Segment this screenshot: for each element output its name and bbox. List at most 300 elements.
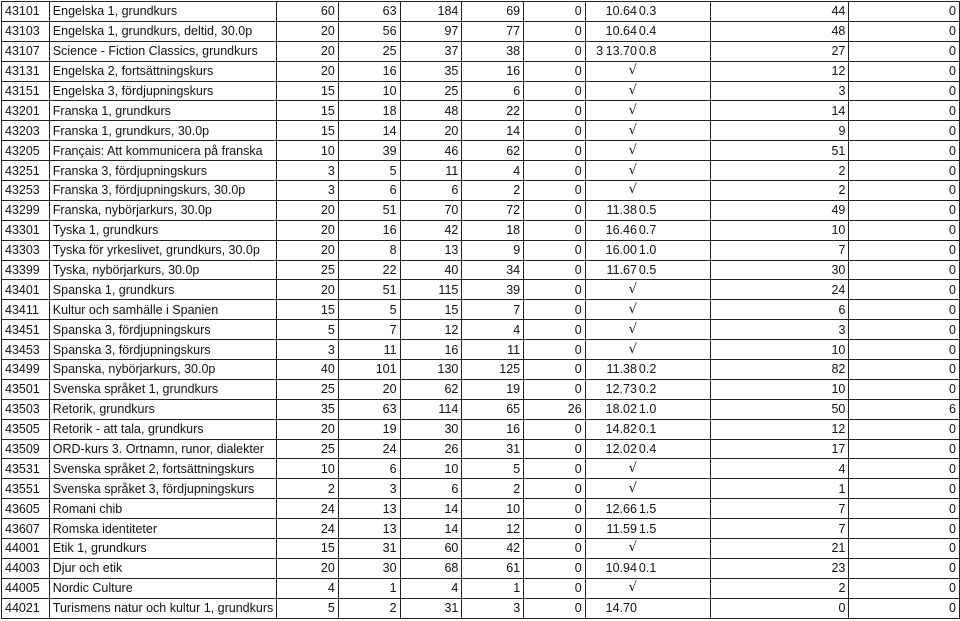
cell-value-b: 31 xyxy=(338,539,400,559)
cell-course-name: Svenska språket 1, grundkurs xyxy=(49,379,276,399)
cell-value-d: 2 xyxy=(462,181,524,201)
cell-value-e: 0 xyxy=(524,320,586,340)
cell-value-g: 1.5 xyxy=(638,519,710,539)
cell-value-h: 30 xyxy=(710,260,849,280)
cell-value-e: 0 xyxy=(524,141,586,161)
cell-value-g: 0.2 xyxy=(638,379,710,399)
cell-value-h: 50 xyxy=(710,399,849,419)
cell-value-a: 60 xyxy=(277,2,339,22)
cell-value-h: 7 xyxy=(710,499,849,519)
cell-value-d: 6 xyxy=(462,81,524,101)
cell-value-b: 2 xyxy=(338,598,400,618)
cell-value-e: 0 xyxy=(524,578,586,598)
cell-value-b: 22 xyxy=(338,260,400,280)
cell-course-name: Nordic Culture xyxy=(49,578,276,598)
cell-value-g xyxy=(638,320,710,340)
cell-value-f: 11.59 xyxy=(585,519,638,539)
cell-value-c: 12 xyxy=(400,320,462,340)
cell-course-code: 43201 xyxy=(2,101,50,121)
cell-course-name: Tyska 1, grundkurs xyxy=(49,220,276,240)
cell-value-g: 0.4 xyxy=(638,21,710,41)
cell-value-e: 0 xyxy=(524,598,586,618)
cell-value-e: 0 xyxy=(524,200,586,220)
cell-value-g: 1.0 xyxy=(638,240,710,260)
cell-course-name: Franska 3, fördjupningskurs, 30.0p xyxy=(49,181,276,201)
cell-value-b: 25 xyxy=(338,41,400,61)
cell-value-f: √ xyxy=(585,81,638,101)
cell-course-code: 43251 xyxy=(2,161,50,181)
cell-value-f: √ xyxy=(585,340,638,360)
cell-value-c: 10 xyxy=(400,459,462,479)
cell-value-d: 16 xyxy=(462,61,524,81)
cell-value-a: 15 xyxy=(277,539,339,559)
cell-value-c: 46 xyxy=(400,141,462,161)
cell-value-i: 0 xyxy=(849,379,960,399)
cell-value-c: 14 xyxy=(400,499,462,519)
cell-value-b: 16 xyxy=(338,220,400,240)
cell-value-f: 12.02 xyxy=(585,439,638,459)
cell-course-code: 43303 xyxy=(2,240,50,260)
cell-value-e: 0 xyxy=(524,41,586,61)
cell-value-e: 0 xyxy=(524,101,586,121)
cell-value-i: 0 xyxy=(849,2,960,22)
cell-value-e: 0 xyxy=(524,439,586,459)
cell-value-f: 16.00 xyxy=(585,240,638,260)
cell-value-f: √ xyxy=(585,181,638,201)
cell-value-h: 49 xyxy=(710,200,849,220)
cell-course-code: 43301 xyxy=(2,220,50,240)
cell-value-f: √ xyxy=(585,539,638,559)
cell-value-a: 20 xyxy=(277,280,339,300)
cell-value-c: 30 xyxy=(400,419,462,439)
cell-value-c: 6 xyxy=(400,479,462,499)
cell-value-a: 10 xyxy=(277,141,339,161)
cell-value-a: 3 xyxy=(277,340,339,360)
cell-value-i: 0 xyxy=(849,479,960,499)
cell-value-i: 0 xyxy=(849,61,960,81)
cell-value-a: 24 xyxy=(277,519,339,539)
table-row xyxy=(2,61,960,81)
cell-value-c: 4 xyxy=(400,578,462,598)
cell-course-name: Spanska 1, grundkurs xyxy=(49,280,276,300)
cell-value-d: 62 xyxy=(462,141,524,161)
cell-value-g: 0.7 xyxy=(638,220,710,240)
cell-value-h: 82 xyxy=(710,360,849,380)
cell-value-f: √ xyxy=(585,578,638,598)
cell-course-name: Franska 1, grundkurs, 30.0p xyxy=(49,121,276,141)
cell-value-a: 3 xyxy=(277,161,339,181)
cell-course-name: Svenska språket 3, fördjupningskurs xyxy=(49,479,276,499)
cell-value-d: 22 xyxy=(462,101,524,121)
cell-value-a: 20 xyxy=(277,220,339,240)
table-row xyxy=(2,2,960,22)
cell-value-i: 6 xyxy=(849,399,960,419)
cell-value-e: 0 xyxy=(524,539,586,559)
cell-value-d: 34 xyxy=(462,260,524,280)
cell-value-h: 51 xyxy=(710,141,849,161)
cell-course-code: 43451 xyxy=(2,320,50,340)
cell-value-g xyxy=(638,161,710,181)
cell-value-h: 17 xyxy=(710,439,849,459)
cell-value-f: √ xyxy=(585,141,638,161)
cell-value-h: 12 xyxy=(710,419,849,439)
cell-value-d: 61 xyxy=(462,558,524,578)
cell-value-d: 2 xyxy=(462,479,524,499)
cell-course-code: 43131 xyxy=(2,61,50,81)
cell-value-b: 7 xyxy=(338,320,400,340)
cell-value-d: 72 xyxy=(462,200,524,220)
cell-value-b: 8 xyxy=(338,240,400,260)
cell-value-h: 2 xyxy=(710,578,849,598)
cell-value-b: 101 xyxy=(338,360,400,380)
cell-value-c: 115 xyxy=(400,280,462,300)
cell-value-b: 13 xyxy=(338,519,400,539)
cell-value-b: 56 xyxy=(338,21,400,41)
cell-value-a: 25 xyxy=(277,260,339,280)
cell-value-i: 0 xyxy=(849,260,960,280)
cell-value-c: 37 xyxy=(400,41,462,61)
cell-value-c: 40 xyxy=(400,260,462,280)
cell-value-a: 20 xyxy=(277,419,339,439)
cell-value-g xyxy=(638,181,710,201)
cell-course-code: 43607 xyxy=(2,519,50,539)
cell-value-f: 12.66 xyxy=(585,499,638,519)
table-row xyxy=(2,41,960,61)
cell-value-h: 7 xyxy=(710,519,849,539)
cell-course-name: Engelska 3, fördjupningskurs xyxy=(49,81,276,101)
cell-course-name: Romani chib xyxy=(49,499,276,519)
cell-value-e: 0 xyxy=(524,419,586,439)
table-row xyxy=(2,499,960,519)
table-row xyxy=(2,81,960,101)
cell-value-b: 39 xyxy=(338,141,400,161)
table-row xyxy=(2,300,960,320)
cell-value-g: 0.4 xyxy=(638,439,710,459)
cell-value-d: 4 xyxy=(462,320,524,340)
cell-value-h: 6 xyxy=(710,300,849,320)
cell-value-c: 11 xyxy=(400,161,462,181)
cell-course-name: Engelska 1, grundkurs, deltid, 30.0p xyxy=(49,21,276,41)
cell-value-f: √ xyxy=(585,320,638,340)
cell-value-h: 23 xyxy=(710,558,849,578)
cell-value-a: 15 xyxy=(277,121,339,141)
cell-value-a: 20 xyxy=(277,41,339,61)
cell-value-e: 0 xyxy=(524,260,586,280)
cell-value-d: 16 xyxy=(462,419,524,439)
cell-value-a: 5 xyxy=(277,598,339,618)
cell-value-h: 9 xyxy=(710,121,849,141)
cell-course-name: Retorik - att tala, grundkurs xyxy=(49,419,276,439)
cell-course-code: 43411 xyxy=(2,300,50,320)
cell-course-code: 43499 xyxy=(2,360,50,380)
cell-course-code: 43299 xyxy=(2,200,50,220)
cell-value-c: 184 xyxy=(400,2,462,22)
cell-course-name: Franska 3, fördjupningskurs xyxy=(49,161,276,181)
cell-value-c: 25 xyxy=(400,81,462,101)
cell-value-i: 0 xyxy=(849,41,960,61)
cell-value-g xyxy=(638,479,710,499)
cell-value-i: 0 xyxy=(849,519,960,539)
cell-value-e: 0 xyxy=(524,81,586,101)
cell-value-e: 0 xyxy=(524,519,586,539)
cell-course-name: Djur och etik xyxy=(49,558,276,578)
cell-value-f: 10.94 xyxy=(585,558,638,578)
cell-value-f: 14.70 xyxy=(585,598,638,618)
cell-value-c: 48 xyxy=(400,101,462,121)
cell-value-i: 0 xyxy=(849,340,960,360)
cell-value-h: 1 xyxy=(710,479,849,499)
cell-value-b: 30 xyxy=(338,558,400,578)
cell-value-i: 0 xyxy=(849,539,960,559)
cell-course-code: 43605 xyxy=(2,499,50,519)
cell-value-b: 51 xyxy=(338,280,400,300)
cell-value-b: 6 xyxy=(338,181,400,201)
cell-value-f: 10.64 xyxy=(585,21,638,41)
table-row xyxy=(2,181,960,201)
cell-value-c: 35 xyxy=(400,61,462,81)
table-row xyxy=(2,161,960,181)
table-row xyxy=(2,200,960,220)
table-row xyxy=(2,240,960,260)
table-row xyxy=(2,379,960,399)
cell-value-a: 5 xyxy=(277,320,339,340)
cell-course-code: 43205 xyxy=(2,141,50,161)
cell-course-code: 43453 xyxy=(2,340,50,360)
cell-course-name: Svenska språket 2, fortsättningskurs xyxy=(49,459,276,479)
cell-value-h: 7 xyxy=(710,240,849,260)
cell-value-f: 12.73 xyxy=(585,379,638,399)
cell-value-i: 0 xyxy=(849,280,960,300)
cell-value-e: 0 xyxy=(524,21,586,41)
cell-value-d: 12 xyxy=(462,519,524,539)
cell-value-i: 0 xyxy=(849,200,960,220)
cell-value-a: 10 xyxy=(277,459,339,479)
cell-value-g xyxy=(638,300,710,320)
cell-value-d: 42 xyxy=(462,539,524,559)
cell-value-b: 5 xyxy=(338,161,400,181)
cell-value-c: 31 xyxy=(400,598,462,618)
cell-value-d: 7 xyxy=(462,300,524,320)
cell-value-i: 0 xyxy=(849,459,960,479)
cell-course-code: 43401 xyxy=(2,280,50,300)
cell-value-e: 0 xyxy=(524,181,586,201)
cell-value-h: 3 xyxy=(710,81,849,101)
cell-value-f: √ xyxy=(585,121,638,141)
cell-value-a: 25 xyxy=(277,379,339,399)
cell-value-e: 0 xyxy=(524,360,586,380)
cell-value-i: 0 xyxy=(849,101,960,121)
cell-value-g xyxy=(638,101,710,121)
cell-value-h: 24 xyxy=(710,280,849,300)
cell-value-c: 6 xyxy=(400,181,462,201)
cell-value-i: 0 xyxy=(849,598,960,618)
table-row xyxy=(2,320,960,340)
cell-value-d: 11 xyxy=(462,340,524,360)
cell-value-c: 130 xyxy=(400,360,462,380)
cell-course-code: 44003 xyxy=(2,558,50,578)
cell-value-g xyxy=(638,280,710,300)
cell-value-c: 14 xyxy=(400,519,462,539)
cell-value-a: 40 xyxy=(277,360,339,380)
cell-value-f: √ xyxy=(585,459,638,479)
cell-value-h: 21 xyxy=(710,539,849,559)
cell-value-c: 114 xyxy=(400,399,462,419)
cell-value-d: 69 xyxy=(462,2,524,22)
cell-value-g xyxy=(638,459,710,479)
cell-value-h: 3 xyxy=(710,320,849,340)
cell-value-g: 1.0 xyxy=(638,399,710,419)
cell-value-b: 20 xyxy=(338,379,400,399)
cell-value-e: 0 xyxy=(524,240,586,260)
cell-value-g: 0.2 xyxy=(638,360,710,380)
table-row xyxy=(2,121,960,141)
cell-value-b: 1 xyxy=(338,578,400,598)
cell-value-d: 5 xyxy=(462,459,524,479)
cell-course-name: Kultur och samhälle i Spanien xyxy=(49,300,276,320)
cell-value-h: 10 xyxy=(710,379,849,399)
cell-value-e: 0 xyxy=(524,340,586,360)
cell-value-b: 24 xyxy=(338,439,400,459)
cell-course-code: 43399 xyxy=(2,260,50,280)
cell-value-i: 0 xyxy=(849,558,960,578)
cell-value-i: 0 xyxy=(849,499,960,519)
cell-value-g xyxy=(638,598,710,618)
cell-value-e: 0 xyxy=(524,379,586,399)
cell-value-g xyxy=(638,61,710,81)
cell-course-name: Romska identiteter xyxy=(49,519,276,539)
cell-value-i: 0 xyxy=(849,161,960,181)
course-table xyxy=(1,1,960,619)
cell-value-g: 0.3 xyxy=(638,2,710,22)
table-row xyxy=(2,419,960,439)
cell-value-d: 1 xyxy=(462,578,524,598)
cell-course-code: 44001 xyxy=(2,539,50,559)
cell-course-name: Engelska 1, grundkurs xyxy=(49,2,276,22)
cell-value-e: 0 xyxy=(524,300,586,320)
cell-value-g: 1.5 xyxy=(638,499,710,519)
cell-value-b: 3 xyxy=(338,479,400,499)
cell-value-a: 35 xyxy=(277,399,339,419)
cell-value-c: 70 xyxy=(400,200,462,220)
cell-value-d: 4 xyxy=(462,161,524,181)
table-row xyxy=(2,360,960,380)
cell-value-i: 0 xyxy=(849,419,960,439)
table-row xyxy=(2,598,960,618)
cell-value-g xyxy=(638,141,710,161)
cell-value-g: 0.8 xyxy=(638,41,710,61)
cell-value-a: 20 xyxy=(277,240,339,260)
cell-value-e: 0 xyxy=(524,479,586,499)
cell-value-f: √ xyxy=(585,300,638,320)
cell-value-f: √ xyxy=(585,280,638,300)
cell-course-code: 43101 xyxy=(2,2,50,22)
cell-value-h: 2 xyxy=(710,181,849,201)
cell-value-i: 0 xyxy=(849,121,960,141)
cell-value-d: 65 xyxy=(462,399,524,419)
cell-value-d: 77 xyxy=(462,21,524,41)
cell-course-code: 43203 xyxy=(2,121,50,141)
cell-course-name: Turismens natur och kultur 1, grundkurs xyxy=(49,598,276,618)
cell-value-f: 11.38 xyxy=(585,200,638,220)
cell-course-code: 43509 xyxy=(2,439,50,459)
cell-value-e: 0 xyxy=(524,220,586,240)
cell-value-b: 10 xyxy=(338,81,400,101)
cell-value-a: 20 xyxy=(277,558,339,578)
cell-value-a: 3 xyxy=(277,181,339,201)
cell-value-h: 10 xyxy=(710,340,849,360)
cell-value-c: 42 xyxy=(400,220,462,240)
cell-value-a: 15 xyxy=(277,81,339,101)
cell-course-name: Spanska, nybörjarkurs, 30.0p xyxy=(49,360,276,380)
cell-course-name: Spanska 3, fördjupningskurs xyxy=(49,340,276,360)
cell-value-c: 26 xyxy=(400,439,462,459)
cell-value-h: 2 xyxy=(710,161,849,181)
cell-value-g: 0.1 xyxy=(638,419,710,439)
cell-value-f: 11.38 xyxy=(585,360,638,380)
table-row xyxy=(2,399,960,419)
cell-value-d: 38 xyxy=(462,41,524,61)
cell-value-a: 20 xyxy=(277,61,339,81)
cell-value-e: 0 xyxy=(524,558,586,578)
cell-course-name: Franska, nybörjarkurs, 30.0p xyxy=(49,200,276,220)
cell-value-h: 10 xyxy=(710,220,849,240)
cell-value-b: 5 xyxy=(338,300,400,320)
cell-value-b: 16 xyxy=(338,61,400,81)
cell-value-g xyxy=(638,81,710,101)
cell-value-a: 25 xyxy=(277,439,339,459)
cell-value-f: √ xyxy=(585,161,638,181)
cell-value-g: 0.5 xyxy=(638,260,710,280)
cell-value-e: 0 xyxy=(524,459,586,479)
cell-course-code: 43501 xyxy=(2,379,50,399)
cell-value-h: 44 xyxy=(710,2,849,22)
cell-value-b: 63 xyxy=(338,2,400,22)
cell-value-i: 0 xyxy=(849,320,960,340)
cell-value-a: 20 xyxy=(277,200,339,220)
table-row xyxy=(2,220,960,240)
cell-course-name: Franska 1, grundkurs xyxy=(49,101,276,121)
cell-course-code: 44005 xyxy=(2,578,50,598)
cell-value-d: 9 xyxy=(462,240,524,260)
cell-value-i: 0 xyxy=(849,220,960,240)
cell-value-g xyxy=(638,539,710,559)
table-row xyxy=(2,519,960,539)
cell-value-f: 3 13.70 xyxy=(585,41,638,61)
cell-course-name: Engelska 2, fortsättningskurs xyxy=(49,61,276,81)
cell-course-name: Tyska, nybörjarkurs, 30.0p xyxy=(49,260,276,280)
cell-value-h: 14 xyxy=(710,101,849,121)
cell-value-h: 12 xyxy=(710,61,849,81)
cell-value-b: 19 xyxy=(338,419,400,439)
cell-value-h: 48 xyxy=(710,21,849,41)
cell-value-h: 4 xyxy=(710,459,849,479)
cell-value-b: 14 xyxy=(338,121,400,141)
cell-value-f: √ xyxy=(585,101,638,121)
table-row xyxy=(2,101,960,121)
cell-value-e: 26 xyxy=(524,399,586,419)
cell-course-code: 43551 xyxy=(2,479,50,499)
cell-value-i: 0 xyxy=(849,360,960,380)
cell-value-i: 0 xyxy=(849,21,960,41)
cell-value-d: 14 xyxy=(462,121,524,141)
cell-value-f: 14.82 xyxy=(585,419,638,439)
cell-value-f: 11.67 xyxy=(585,260,638,280)
cell-value-e: 0 xyxy=(524,161,586,181)
cell-value-f: √ xyxy=(585,61,638,81)
table-row xyxy=(2,21,960,41)
cell-value-d: 10 xyxy=(462,499,524,519)
cell-value-b: 63 xyxy=(338,399,400,419)
